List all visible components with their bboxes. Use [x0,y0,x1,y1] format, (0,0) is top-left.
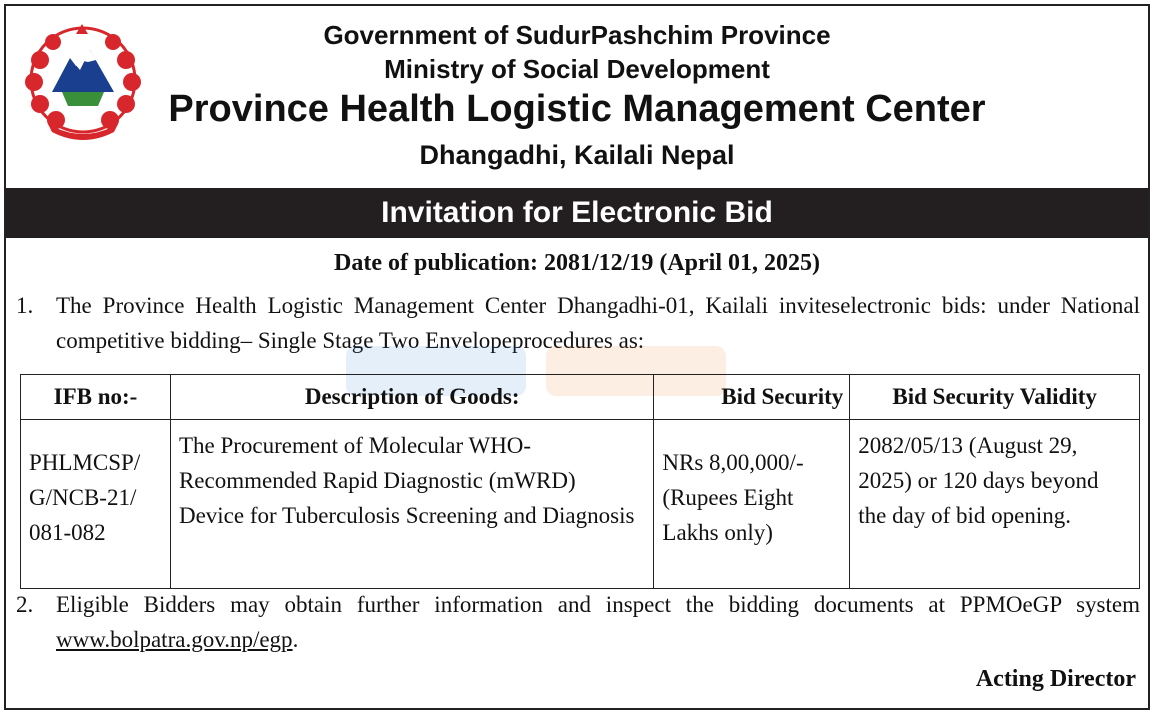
header-bid-security-validity: Bid Security Validity [850,375,1140,420]
publication-date: Date of publication: 2081/12/19 (April 01, 2025) [334,250,820,276]
paragraph-2-period: . [292,627,299,652]
notice-title: Invitation for Electronic Bid [6,188,1148,238]
header-ministry: Ministry of Social Development [384,54,770,84]
paragraph-2-text [56,587,1140,657]
cell-ifb: PHLMCSP/ G/NCB-21/ 081-082 [21,420,171,589]
paragraph-1 [16,288,1140,358]
header-description: Description of Goods: [170,375,653,420]
paragraph-2-number: 2. [16,592,34,617]
signature: Acting Director [975,666,1136,692]
cell-security: NRs 8,00,000/- (Rupees Eight Lakhs only) [654,420,850,589]
header [6,6,1148,188]
header-bid-security: Bid Security [654,375,850,420]
header-center-name: Province Health Logistic Management Center [168,88,986,130]
header-ifb: IFB no:- [21,375,171,420]
header-location: Dhangadhi, Kailali Nepal [419,140,735,170]
paragraph-2 [16,587,1140,657]
paragraph-1-number: 1. [16,293,34,318]
paragraph-2-body: Eligible Bidders may obtain further information and inspect the bidding documents at PPMOeGP system [56,592,1140,617]
header-government: Government of SudurPashchim Province [323,20,831,50]
bolpatra-link[interactable]: www.bolpatra.gov.np/egp [56,627,293,652]
table-row [21,420,1140,589]
paragraph-1-text: The Province Health Logistic Management Center Dhangadhi-01, Kailali inviteselectronic bids: under National competitive bidding– Single Stage Two Envelopeprocedures as: [56,293,1140,353]
notice-container [4,4,1150,710]
cell-validity: 2082/05/13 (August 29, 2025) or 120 days beyond the day of bid opening. [850,420,1140,589]
table-header-row [21,375,1140,420]
bid-table [20,374,1140,589]
cell-description: The Procurement of Molecular WHO-Recommended Rapid Diagnostic (mWRD) Device for Tuberculosis Screening and Diagnosis [170,420,653,589]
